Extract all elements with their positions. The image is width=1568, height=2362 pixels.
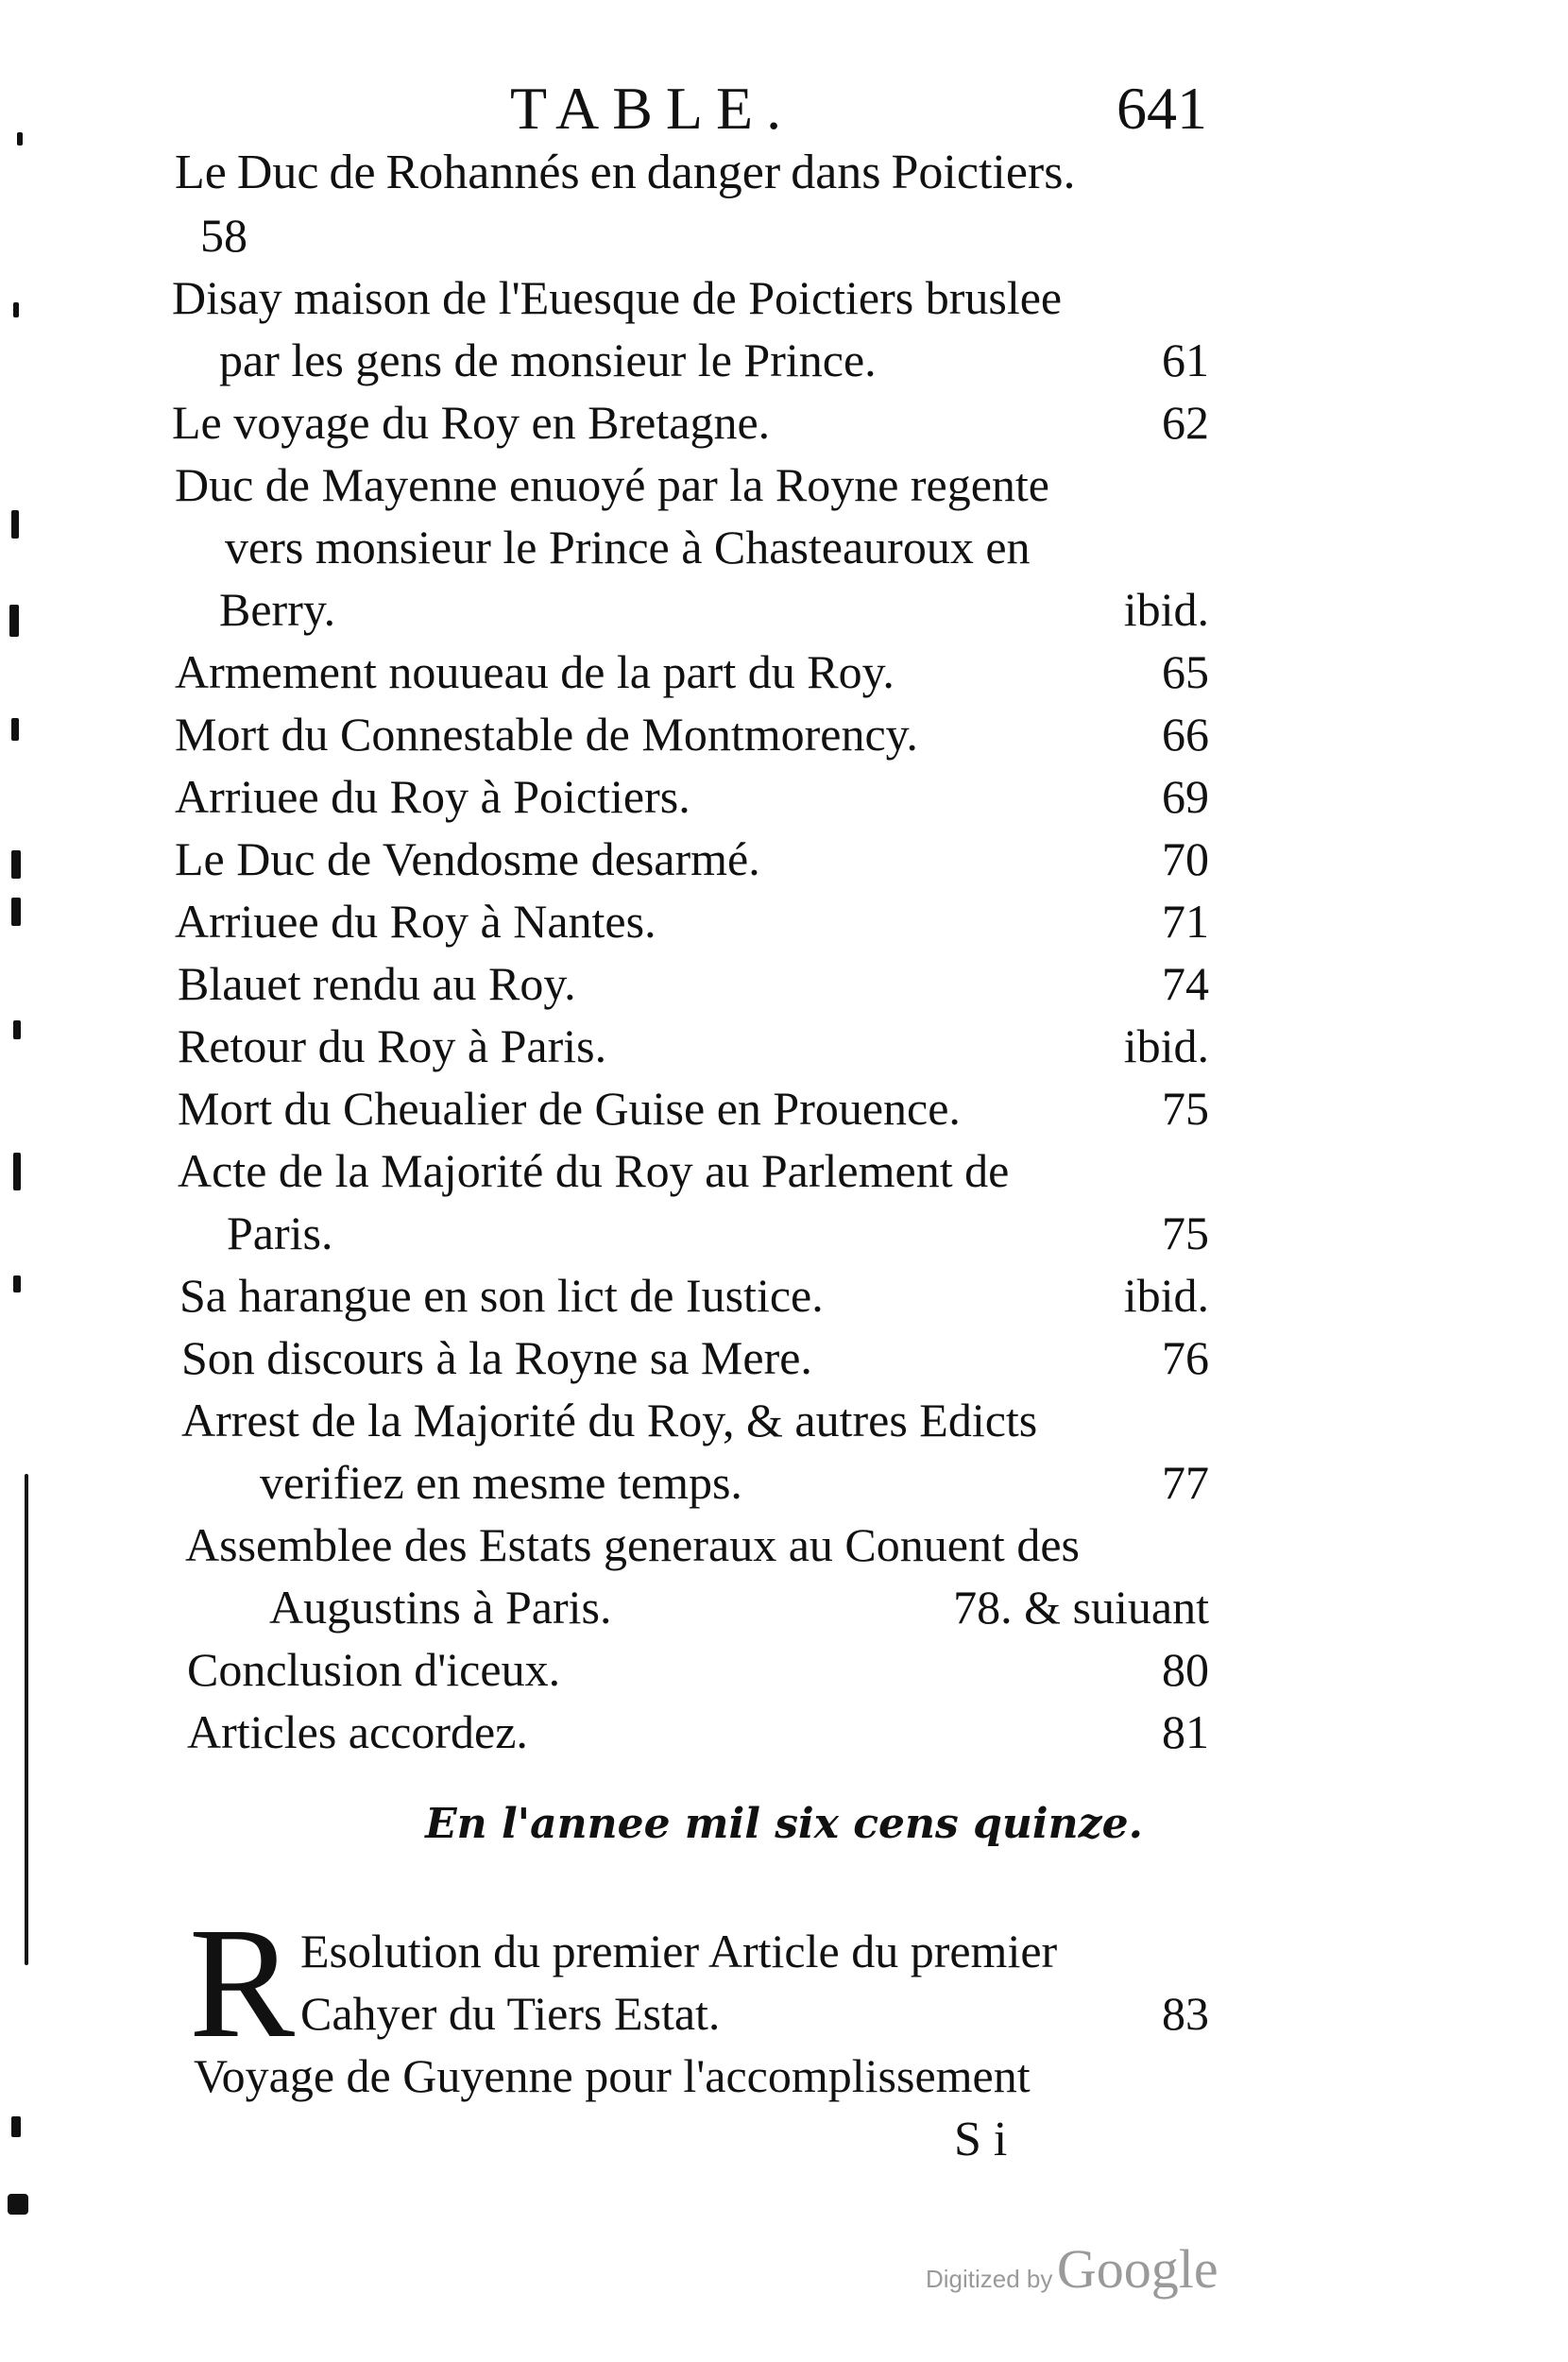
index-entry-text: Le Duc de Rohannés en danger dans Poictiers.	[175, 145, 1076, 199]
index-entry-page: 74	[1162, 957, 1209, 1010]
index-entry-text: Augustins à Paris.	[269, 1581, 612, 1634]
index-entry-text: Cahyer du Tiers Estat.	[300, 1987, 721, 2040]
index-entry-page: 75	[1162, 1082, 1209, 1135]
index-entry-page: 80	[1162, 1643, 1209, 1696]
index-entry-page: 69	[1162, 770, 1209, 823]
index-entry-text: Paris.	[227, 1207, 333, 1259]
index-entry-text: Disay maison de l'Euesque de Poictiers bruslee	[172, 271, 1063, 324]
drop-capital: R	[189, 1895, 296, 2071]
year-section-heading: En l'annee mil six cens quinze.	[425, 1800, 1143, 1848]
index-entry-page: 70	[1162, 832, 1209, 885]
index-entry-text: Son discours à la Royne sa Mere.	[181, 1331, 812, 1384]
index-entry-text: vers monsieur le Prince à Chasteauroux en	[225, 521, 1031, 573]
index-entry-page: ibid.	[1123, 583, 1209, 636]
index-entry-text: Duc de Mayenne enuoyé par la Royne regente	[175, 458, 1050, 511]
index-entry-text: Blauet rendu au Roy.	[178, 957, 576, 1010]
index-entry-page: 77	[1162, 1456, 1209, 1509]
scan-speck	[8, 2194, 28, 2215]
index-entry-page: 66	[1162, 708, 1209, 761]
index-entry-text: Sa harangue en son lict de Iustice.	[179, 1269, 824, 1322]
scan-speck	[13, 1020, 21, 1039]
index-entry-text: Articles accordez.	[187, 1705, 528, 1758]
index-entry-page: 76	[1162, 1331, 1209, 1384]
watermark-brand: Google	[1056, 2238, 1219, 2300]
index-entry-page: 71	[1162, 895, 1209, 948]
index-entry-page: ibid.	[1123, 1269, 1209, 1322]
scan-speck	[13, 1153, 21, 1190]
running-head-title: TABLE.	[510, 75, 795, 142]
index-entry-text: Mort du Connestable de Montmorency.	[175, 708, 918, 761]
scan-speck	[13, 302, 19, 317]
index-entry-text: Le Duc de Vendosme desarmé.	[175, 832, 760, 885]
gutter-shadow	[25, 1474, 28, 1965]
index-entry-text: Arriuee du Roy à Nantes.	[175, 895, 656, 948]
page-folio: 641	[1116, 75, 1207, 142]
scan-speck	[13, 1275, 21, 1292]
catchword: S i	[954, 2113, 1008, 2166]
scan-speck	[11, 510, 19, 539]
index-entry-text: Voyage de Guyenne pour l'accomplissement	[194, 2049, 1031, 2102]
index-entry-text: Conclusion d'iceux.	[187, 1643, 561, 1696]
index-entry-page: 65	[1162, 645, 1209, 698]
digitization-watermark	[926, 2237, 1219, 2301]
watermark-prefix: Digitized by	[926, 2265, 1053, 2293]
scan-speck	[11, 898, 21, 926]
index-entry-page: 62	[1162, 396, 1209, 449]
index-entry-text: Acte de la Majorité du Roy au Parlement de	[178, 1144, 1010, 1197]
scan-speck	[11, 850, 21, 879]
index-entry-page: ibid.	[1123, 1019, 1209, 1072]
index-entry-page: 83	[1162, 1987, 1209, 2040]
index-entry-page: 61	[1162, 334, 1209, 386]
index-entry-text: Armement nouueau de la part du Roy.	[175, 645, 895, 698]
index-entry-text: Arriuee du Roy à Poictiers.	[175, 770, 690, 823]
index-entry-text: Le voyage du Roy en Bretagne.	[172, 396, 771, 449]
index-entry-text: par les gens de monsieur le Prince.	[219, 334, 877, 386]
index-entry-text: verifiez en mesme temps.	[260, 1456, 742, 1509]
scan-speck	[9, 605, 19, 637]
index-entry-page: 75	[1162, 1207, 1209, 1259]
scan-speck	[11, 718, 19, 741]
running-head	[0, 74, 1568, 140]
index-entry-page: 78. & suiuant	[953, 1581, 1209, 1634]
index-entry-text: 58	[200, 209, 247, 262]
index-entry-text: Berry.	[219, 583, 336, 636]
index-entry-page: 81	[1162, 1705, 1209, 1758]
scan-speck	[11, 2116, 21, 2137]
index-entry-text: Assemblee des Estats generaux au Conuent des	[185, 1518, 1080, 1571]
index-entry-text: Mort du Cheualier de Guise en Prouence.	[178, 1082, 961, 1135]
index-entry-text: Retour du Roy à Paris.	[178, 1019, 607, 1072]
index-entry-text: Arrest de la Majorité du Roy, & autres Edicts	[181, 1394, 1038, 1446]
scan-speck	[17, 132, 23, 145]
index-entry-text: Esolution du premier Article du premier	[300, 1925, 1058, 1977]
